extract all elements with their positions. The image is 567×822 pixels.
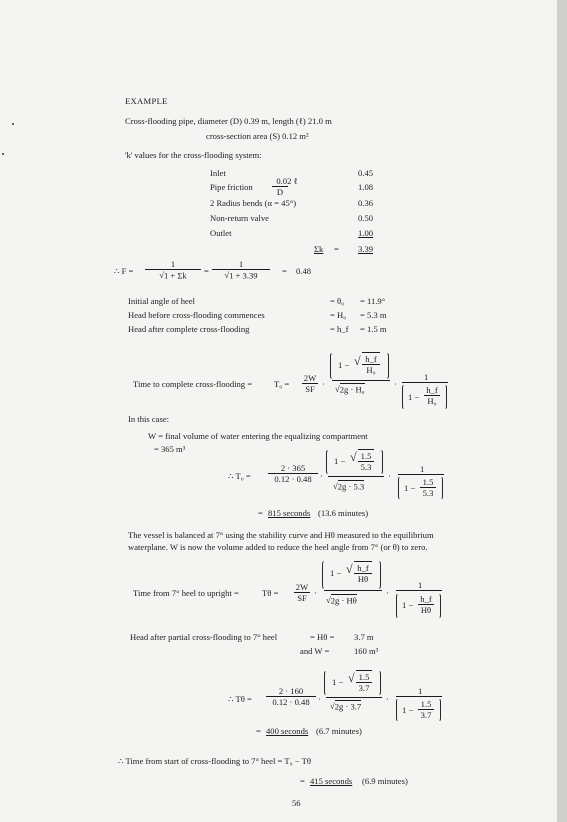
- calc1-result: 815 seconds: [268, 508, 311, 518]
- time-formula2-dot-1: ·: [314, 588, 317, 598]
- time-formula-label: Time to complete cross-flooding =: [133, 379, 253, 389]
- f-denominator-1: √1 + Σk: [145, 269, 201, 280]
- calc1-sqrt-den: √2g · 5.3: [333, 481, 365, 491]
- w-definition-line-1: W = final volume of water entering the equalizing compartment: [148, 431, 368, 441]
- pipe-friction-expr: [270, 176, 304, 197]
- balance-text-line-1: The vessel is balanced at 7° using the stability curve and Hθ measured to the equilibrium: [128, 530, 434, 540]
- example-title: EXAMPLE: [125, 96, 168, 106]
- calc1-right-hf-h0: [420, 477, 436, 498]
- partial-label: Head after partial cross-flooding to 7° heel: [130, 632, 278, 642]
- time-formula2-hf: h_f: [354, 561, 372, 573]
- final-result-eq: =: [300, 776, 305, 786]
- time-formula-2w: 2W: [303, 373, 317, 383]
- calc2-result-note: (6.7 minutes): [316, 726, 362, 736]
- k-sum-eq: =: [334, 244, 339, 254]
- calc2-right-one-minus: 1 −: [402, 705, 414, 715]
- heel-value-initial: = 11.9°: [360, 296, 386, 306]
- partial-h-eq: = Hθ =: [310, 632, 335, 642]
- scan-edge-right: [557, 0, 567, 822]
- time-formula-dot-1: ·: [322, 379, 325, 389]
- calc2-htheta: 3.7: [356, 682, 372, 693]
- time-formula-lhs: T₀ =: [274, 379, 290, 389]
- intro-line-2: cross-section area (S) 0.12 m²: [206, 131, 309, 141]
- calc1-hf: 1.5: [358, 449, 374, 461]
- f-prefix: ∴ F =: [114, 266, 134, 276]
- calc2-result-eq: =: [256, 726, 261, 736]
- heel-symbol-initial: = θ₀: [330, 296, 345, 306]
- calc2-num: 2 · 160: [278, 686, 304, 696]
- heel-label-after: Head after complete cross-flooding: [128, 324, 250, 334]
- calc1-right-hf: 1.5: [422, 477, 434, 487]
- heel-symbol-after: = h_f: [330, 324, 349, 334]
- f-fraction-1: [145, 259, 201, 280]
- calc2-sqrt-sign: √: [348, 671, 355, 685]
- time-formula-right-hf: h_f: [426, 385, 438, 395]
- calc1-den: 0.12 · 0.48: [268, 473, 318, 484]
- k-label-non-return-valve: Non-return valve: [210, 213, 269, 223]
- time-formula-main-rule: [332, 380, 390, 381]
- left-paren: [330, 352, 337, 380]
- right-paren: [435, 698, 441, 722]
- calc2-right-one: 1: [418, 686, 423, 696]
- f-numerator-2: 1: [238, 259, 244, 269]
- f-fraction-2: [212, 259, 270, 280]
- partial-w-value: 160 m³: [354, 646, 379, 656]
- calc2-fraction: [266, 686, 316, 707]
- time-formula-right-one: 1: [424, 372, 429, 382]
- k-value-non-return-valve: 0.50: [358, 213, 374, 223]
- time-formula2-label: Time from 7° heel to upright =: [133, 588, 239, 598]
- time-formula2-hf-htheta: [354, 561, 372, 584]
- f-sqrt-2: 1 + 3.39: [229, 270, 258, 280]
- pipe-friction-denominator: D: [272, 186, 288, 197]
- time-formula-right-hf-h0: [424, 385, 440, 406]
- calc2-right-hf: 1.5: [420, 699, 432, 709]
- time-formula-hf: h_f: [362, 352, 380, 364]
- k-sum-value: 3.39: [358, 244, 374, 254]
- time-formula-dot-2: ·: [394, 379, 397, 389]
- intro-line-1: Cross-flooding pipe, diameter (D) 0.39 m, length (ℓ) 21.0 m: [125, 116, 332, 126]
- partial-h-value: 3.7 m: [354, 632, 374, 642]
- time-formula2-sf: SF: [294, 592, 310, 603]
- calc2-lhs: ∴ Tθ =: [228, 694, 252, 704]
- f-eq-2: =: [282, 266, 287, 276]
- heel-label-before: Head before cross-flooding commences: [128, 310, 265, 320]
- calc2-result: 400 seconds: [266, 726, 309, 736]
- time-formula-hf-h0: [362, 352, 380, 375]
- time-formula-right-one-minus: 1 −: [408, 392, 420, 402]
- final-line: ∴ Time from start of cross-flooding to 7° heel = T₀ − Tθ: [118, 756, 311, 766]
- time-formula-sf: SF: [302, 383, 318, 394]
- calc1-one-minus: 1 −: [334, 456, 346, 466]
- calc1-lhs: ∴ T₀ =: [228, 471, 251, 481]
- calc1-dot-1: ·: [320, 471, 323, 481]
- time-formula2-one-minus: 1 −: [330, 568, 342, 578]
- calc1-sqrt-sign: √: [350, 450, 357, 464]
- calc1-result-note: (13.6 minutes): [318, 508, 369, 518]
- time-formula-h0: H₀: [362, 364, 380, 375]
- f-eq-1: =: [204, 266, 209, 276]
- k-value-inlet: 0.45: [358, 168, 374, 178]
- time-formula2-2w-sf: [294, 582, 310, 603]
- left-paren: [324, 670, 331, 696]
- calc2-right-rule: [396, 696, 442, 697]
- partial-w-eq: and W =: [300, 646, 330, 656]
- time-formula-sqrt-den: √2g · H₀: [335, 384, 365, 394]
- calc2-dot-2: ·: [386, 694, 389, 704]
- time-formula2-right-rule: [396, 590, 442, 591]
- time-formula2-right-htheta: Hθ: [418, 604, 434, 615]
- time-formula2-right-hf-htheta: [418, 594, 434, 615]
- right-paren: [437, 476, 443, 500]
- left-paren: [326, 449, 333, 475]
- final-result-note: (6.9 minutes): [362, 776, 408, 786]
- calc1-h0: 5.3: [358, 461, 374, 472]
- calc2-right-hf-htheta: [418, 699, 434, 720]
- calc2-one-minus: 1 −: [332, 677, 344, 687]
- calc2-right-htheta: 3.7: [418, 709, 434, 720]
- calc2-hf-htheta: [356, 670, 372, 693]
- f-result: 0.48: [296, 266, 312, 276]
- calc2-dot-1: ·: [318, 694, 321, 704]
- calc2-hf: 1.5: [356, 670, 372, 682]
- calc1-fraction: [268, 463, 318, 484]
- heel-value-before: = 5.3 m: [360, 310, 387, 320]
- left-paren: [322, 560, 329, 590]
- calc1-hf-h0: [358, 449, 374, 472]
- final-result: 415 seconds: [310, 776, 353, 786]
- k-label-pipe-friction: Pipe friction: [210, 182, 253, 192]
- time-formula-one-minus: 1 −: [338, 360, 350, 370]
- right-paren: [435, 593, 441, 619]
- time-formula-right-h0: H₀: [424, 395, 440, 406]
- f-sqrt-1: 1 + Σk: [163, 270, 187, 280]
- scan-speck: [2, 153, 4, 155]
- calc1-right-rule: [398, 474, 444, 475]
- w-definition-line-2: = 365 m³: [154, 444, 186, 454]
- time-formula-right-rule: [402, 382, 448, 383]
- time-formula2-right-hf: h_f: [420, 594, 432, 604]
- scan-speck: [12, 123, 14, 125]
- k-value-pipe-friction: 1.08: [358, 182, 374, 192]
- heel-value-after: = 1.5 m: [360, 324, 387, 334]
- time-formula2-right-one: 1: [418, 580, 423, 590]
- calc1-result-eq: =: [258, 508, 263, 518]
- k-sum-label: Σk: [314, 244, 324, 254]
- calc1-right-one-minus: 1 −: [404, 483, 416, 493]
- time-formula-2w-sf: [302, 373, 318, 394]
- calc1-num: 2 · 365: [280, 463, 306, 473]
- calc1-right-h0: 5.3: [420, 487, 436, 498]
- k-label-radius-bends: 2 Radius bends (α = 45°): [210, 198, 297, 208]
- k-label-outlet: Outlet: [210, 228, 232, 238]
- calc1-right-one: 1: [420, 464, 425, 474]
- page-number: 56: [292, 798, 301, 808]
- k-value-radius-bends: 0.36: [358, 198, 374, 208]
- right-paren: [376, 449, 383, 475]
- k-value-outlet: 1.00: [358, 228, 374, 238]
- time-formula2-lhs: Tθ =: [262, 588, 279, 598]
- k-label-inlet: Inlet: [210, 168, 226, 178]
- time-formula-sqrt-sign: √: [354, 354, 361, 368]
- time-formula2-right-one-minus: 1 −: [402, 600, 414, 610]
- pipe-friction-numerator: 0.02 ℓ: [276, 176, 298, 186]
- right-paren: [441, 384, 447, 410]
- time-formula2-2w: 2W: [295, 582, 309, 592]
- right-paren: [382, 352, 389, 380]
- calc1-dot-2: ·: [388, 471, 391, 481]
- heel-label-initial: Initial angle of heel: [128, 296, 196, 306]
- f-denominator-2: √1 + 3.39: [212, 269, 270, 280]
- right-paren: [374, 670, 381, 696]
- balance-text-line-2: waterplane. W is now the volume added to reduce the heel angle from 7° (or θ) to zero.: [128, 542, 428, 552]
- heel-symbol-before: = H₀: [330, 310, 347, 320]
- calc1-main-rule: [328, 476, 384, 477]
- time-formula2-sqrt-den: √2g · Hθ: [326, 595, 357, 605]
- k-values-label: 'k' values for the cross-flooding system:: [125, 150, 262, 160]
- in-this-case: In this case:: [128, 414, 170, 424]
- time-formula2-htheta: Hθ: [354, 573, 372, 584]
- calc2-den: 0.12 · 0.48: [266, 696, 316, 707]
- calc2-main-rule: [326, 697, 382, 698]
- right-paren: [374, 560, 381, 590]
- time-formula2-dot-2: ·: [386, 588, 389, 598]
- f-numerator-1: 1: [170, 259, 176, 269]
- time-formula2-sqrt-sign: √: [346, 562, 353, 576]
- calc2-sqrt-den: √2g · 3.7: [330, 701, 362, 711]
- time-formula2-main-rule: [324, 590, 382, 591]
